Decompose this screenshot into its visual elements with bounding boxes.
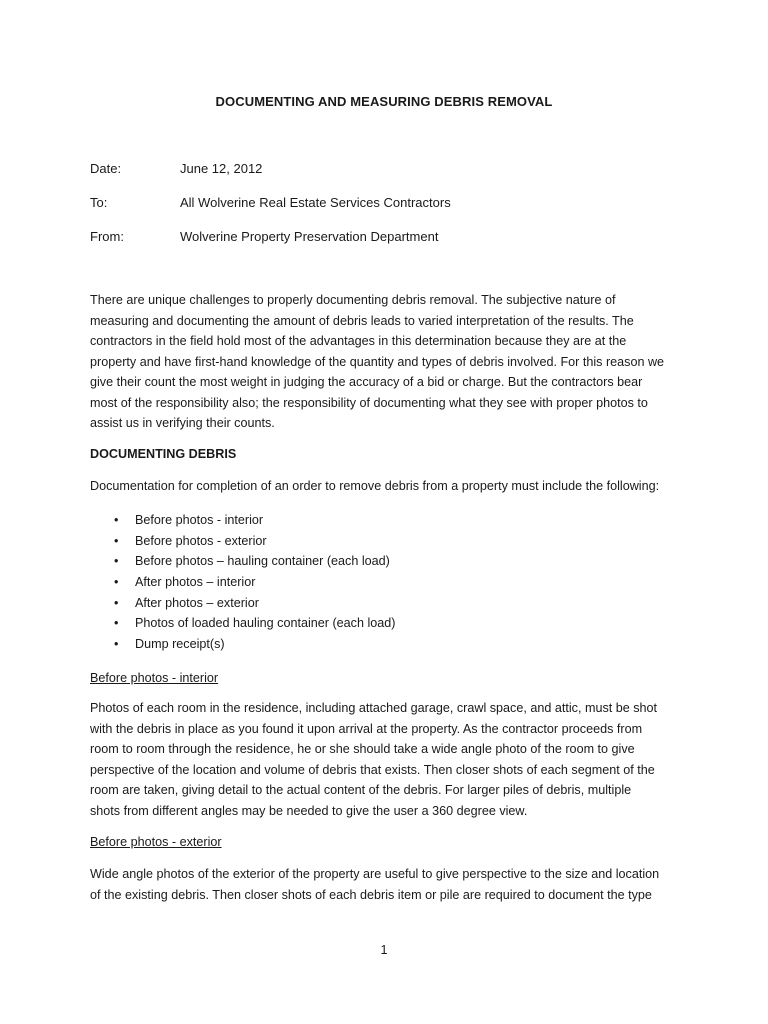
list-item-text: Before photos - exterior: [135, 533, 267, 548]
bullet-icon: •: [114, 554, 119, 569]
paragraph-line: most of the responsibility also; the responsibility of documenting what they see with proper photos to: [90, 395, 648, 410]
paragraph-line: property and have first-hand knowledge of the quantity and types of debris involved. For this reason we: [90, 354, 665, 369]
memo-to-value: All Wolverine Real Estate Services Contractors: [180, 195, 451, 210]
paragraph-line: of the existing debris. Then closer shots of each debris item or pile are required to document the type: [90, 887, 652, 902]
paragraph-line: contractors in the field hold most of the advantages in this determination because they are at the: [90, 334, 627, 348]
memo-to-label: To:: [90, 195, 108, 210]
memo-from-label: From:: [90, 229, 124, 244]
document-title: DOCUMENTING AND MEASURING DEBRIS REMOVAL: [215, 94, 553, 109]
list-item: [90, 634, 395, 655]
bullet-icon: •: [114, 595, 119, 610]
list-item-text: Dump receipt(s): [135, 637, 225, 652]
list-item-text: After photos – exterior: [135, 595, 259, 610]
paragraph-line: measuring and documenting the amount of debris leads to varied interpretation of the results. The: [90, 313, 634, 328]
paragraph-line: assist us in verifying their counts.: [90, 416, 275, 430]
interior-paragraph: [90, 698, 690, 821]
page-number: 1: [380, 943, 388, 957]
memo-from-value: Wolverine Property Preservation Department: [180, 229, 439, 244]
list-item: [90, 593, 395, 614]
memo-to-row: [90, 195, 451, 211]
section-heading-documenting-debris: DOCUMENTING DEBRIS: [90, 447, 237, 461]
bullet-icon: •: [114, 533, 119, 548]
list-item: [90, 510, 395, 531]
bullet-icon: •: [114, 637, 119, 652]
paragraph-line: shots from different angles may be needed to give the user a 360 degree view.: [90, 803, 528, 818]
paragraph-line: give their count the most weight in judging the accuracy of a bid or charge. But the contractors bear: [90, 375, 643, 389]
list-item-text: After photos – interior: [135, 575, 256, 590]
documentation-requirements-list: [90, 510, 395, 655]
section-intro-paragraph: Documentation for completion of an order to remove debris from a property must include the following:: [90, 479, 660, 493]
bullet-icon: •: [114, 513, 119, 527]
subsection-heading-exterior: Before photos - exterior: [90, 835, 222, 849]
memo-date-value: June 12, 2012: [180, 161, 263, 176]
list-item: [90, 531, 395, 552]
bullet-icon: •: [114, 616, 119, 631]
memo-date-label: Date:: [90, 161, 122, 176]
list-item-text: Before photos – hauling container (each load): [135, 554, 390, 569]
list-item-text: Photos of loaded hauling container (each load): [135, 616, 396, 631]
paragraph-line: perspective of the location and volume of debris that exists. Then closer shots of each segment of the: [90, 762, 655, 777]
paragraph-line: Wide angle photos of the exterior of the property are useful to give perspective to the size and location: [90, 867, 660, 881]
intro-paragraph: [90, 290, 690, 434]
memo-from-row: [90, 229, 438, 245]
list-item: [90, 551, 395, 572]
memo-date-row: [90, 161, 262, 177]
list-item-text: Before photos - interior: [135, 513, 264, 527]
list-item: [90, 572, 395, 593]
paragraph-line: Photos of each room in the residence, including attached garage, crawl space, and attic, must be shot: [90, 701, 658, 715]
paragraph-line: There are unique challenges to properly documenting debris removal. The subjective nature of: [90, 293, 616, 307]
paragraph-line: room to room through the residence, he or she should take a wide angle photo of the room to give: [90, 742, 635, 756]
paragraph-line: room are taken, giving detail to the actual content of the debris. For larger piles of debris, multiple: [90, 783, 632, 797]
list-item: [90, 613, 395, 634]
subsection-heading-interior: Before photos - interior: [90, 671, 219, 685]
exterior-paragraph: [90, 864, 690, 905]
bullet-icon: •: [114, 575, 119, 590]
paragraph-line: with the debris in place as you found it upon arrival at the property. As the contractor proceeds from: [90, 721, 643, 736]
